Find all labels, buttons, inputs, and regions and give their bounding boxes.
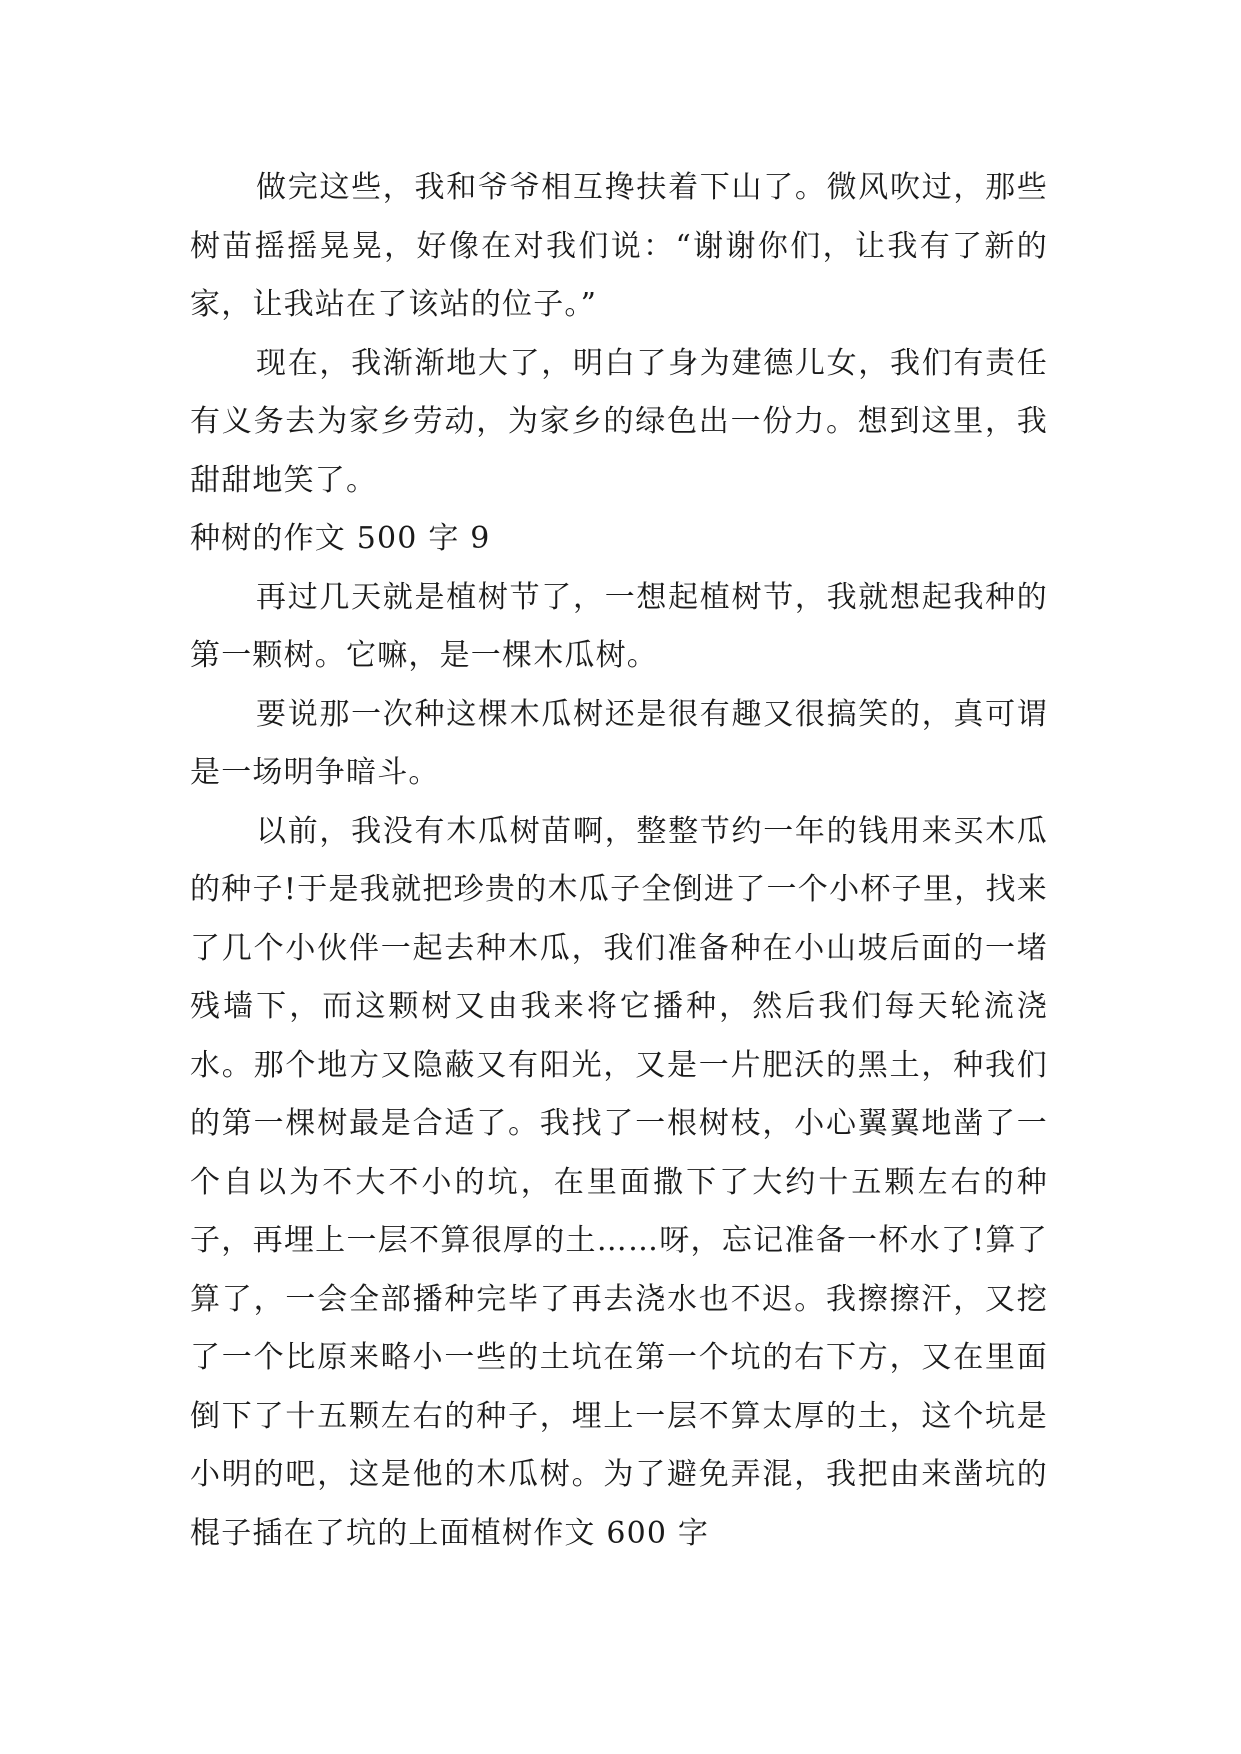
paragraph: 做完这些，我和爷爷相互搀扶着下山了。微风吹过，那些树苗摇摇晃晃，好像在对我们说：“谢谢你们，让我有了新的家，让我站在了该站的位子。” (190, 170, 1048, 322)
paragraph: 现在，我渐渐地大了，明白了身为建德儿女，我们有责任有义务去为家乡劳动，为家乡的绿色出一份力。想到这里，我甜甜地笑了。 (190, 345, 1048, 498)
section-heading: 种树的作文 500 字 9 (190, 521, 491, 556)
paragraph: 要说那一次种这棵木瓜树还是很有趣又很搞笑的，真可谓是一场明争暗斗。 (190, 696, 1048, 790)
paragraph: 再过几天就是植树节了，一想起植树节，我就想起我种的第一颗树。它嘛，是一棵木瓜树。 (190, 579, 1048, 673)
document-body (190, 159, 1048, 1563)
paragraph: 以前，我没有木瓜树苗啊，整整节约一年的钱用来买木瓜的种子!于是我就把珍贵的木瓜子全倒进了一个小杯子里，找来了几个小伙伴一起去种木瓜，我们准备种在小山坡后面的一堵残墙下，而这颗树又由我来将它播种，然后我们每天轮流浇水。那个地方又隐蔽又有阳光，又是一片肥沃的黑土，种我们的第一棵树最是合适了。我找了一根树枝，小心翼翼地凿了一个自以为不大不小的坑，在里面撒下了大约十五颗左右的种子，再埋上一层不算很厚的土……呀，忘记准备一杯水了!算了算了，一会全部播种完毕了再去浇水也不迟。我擦擦汗，又挖了一个比原来略小一些的土坑在第一个坑的右下方，又在里面倒下了十五颗左右的种子，埋上一层不算太厚的土，这个坑是小明的吧，这是他的木瓜树。为了避免弄混，我把由来凿坑的棍子插在了坑的上面植树作文 600 字 (190, 813, 1048, 1551)
